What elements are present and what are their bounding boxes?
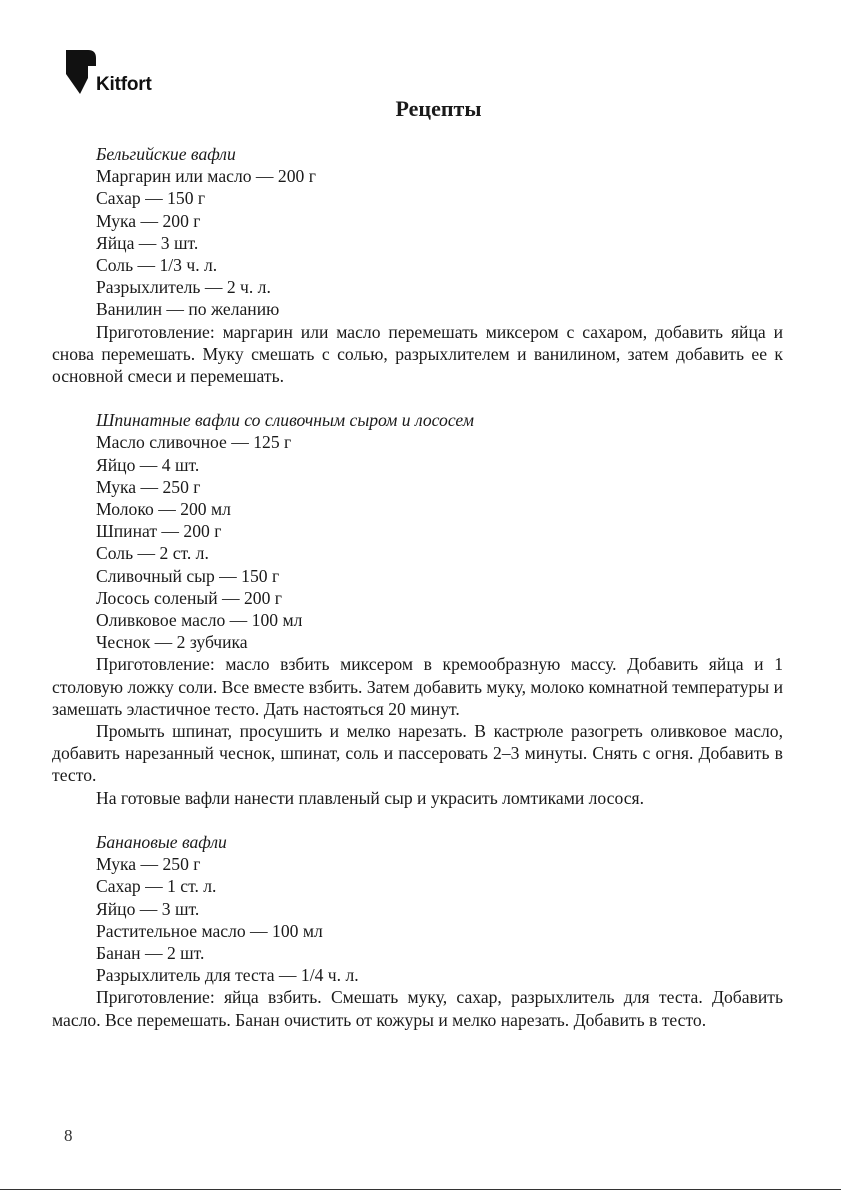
preparation-paragraph: Приготовление: масло взбить миксером в кремообразную массу. Добавить яйца и 1 столовую ложку соли. Все вместе взбить. Затем добавить муку, молоко комнатной температуры и замешать эластичное тесто. Дать настояться 20 минут. <box>52 654 783 719</box>
recipes-content <box>52 143 783 1053</box>
recipe-belgian-waffles <box>52 143 783 387</box>
ingredient-item: Мука — 250 г <box>96 854 201 875</box>
preparation-paragraph: Приготовление: яйца взбить. Смешать муку, сахар, разрыхлитель для теста. Добавить масло. Все перемешать. Банан очистить от кожуры и мелко нарезать. Добавить в тесто. <box>52 987 783 1030</box>
ingredient-item: Шпинат — 200 г <box>96 521 222 542</box>
ingredient-item: Банан — 2 шт. <box>96 942 205 963</box>
ingredient-item: Соль — 1/3 ч. л. <box>96 255 218 276</box>
ingredient-item: Яйцо — 3 шт. <box>96 898 200 919</box>
ingredient-item: Оливковое масло — 100 мл <box>96 610 303 631</box>
preparation-paragraph: На готовые вафли нанести плавленый сыр и украсить ломтиками лосося. <box>96 787 645 808</box>
ingredient-item: Сливочный сыр — 150 г <box>96 565 280 586</box>
recipe-banana-waffles <box>52 831 783 1031</box>
ingredient-item: Растительное масло — 100 мл <box>96 920 323 941</box>
ingredient-item: Яйца — 3 шт. <box>96 232 199 253</box>
page-title: Рецепты <box>395 96 482 121</box>
recipe-title: Банановые вафли <box>96 831 227 852</box>
ingredient-item: Лосось соленый — 200 г <box>96 587 283 608</box>
recipe-title: Шпинатные вафли со сливочным сыром и лососем <box>96 410 475 431</box>
ingredient-item: Мука — 200 г <box>96 210 201 231</box>
ingredient-item: Масло сливочное — 125 г <box>96 432 292 453</box>
recipe-title: Бельгийские вафли <box>96 144 236 164</box>
ingredient-item: Соль — 2 ст. л. <box>96 543 209 564</box>
page-bottom-rule <box>0 1189 841 1190</box>
ingredient-item: Разрыхлитель для теста — 1/4 ч. л. <box>96 965 359 986</box>
page-number: 8 <box>64 1126 73 1145</box>
preparation-paragraph: Промыть шпинат, просушить и мелко нарезать. В кастрюле разогреть оливковое масло, добавить нарезанный чеснок, шпинат, соль и пассеровать 2–3 минуты. Снять с огня. Добавить в тесто. <box>52 721 783 786</box>
ingredient-item: Разрыхлитель — 2 ч. л. <box>96 277 271 298</box>
brand-name: Kitfort <box>96 74 152 95</box>
ingredient-item: Чеснок — 2 зубчика <box>96 632 248 653</box>
preparation-paragraph: Приготовление: маргарин или масло перемешать миксером с сахаром, добавить яйца и снова перемешать. Муку смешать с солью, разрыхлителем и ванилином, затем добавить ее к основной смеси и перемешать. <box>52 321 783 387</box>
recipe-spinach-waffles <box>52 409 783 809</box>
ingredient-item: Сахар — 150 г <box>96 188 206 209</box>
ingredient-item: Молоко — 200 мл <box>96 499 231 520</box>
ingredient-item: Ванилин — по желанию <box>96 299 280 320</box>
ingredient-item: Сахар — 1 ст. л. <box>96 876 217 897</box>
ingredient-item: Яйцо — 4 шт. <box>96 454 200 475</box>
ingredient-item: Мука — 250 г <box>96 476 201 497</box>
ingredient-item: Маргарин или масло — 200 г <box>96 166 316 187</box>
